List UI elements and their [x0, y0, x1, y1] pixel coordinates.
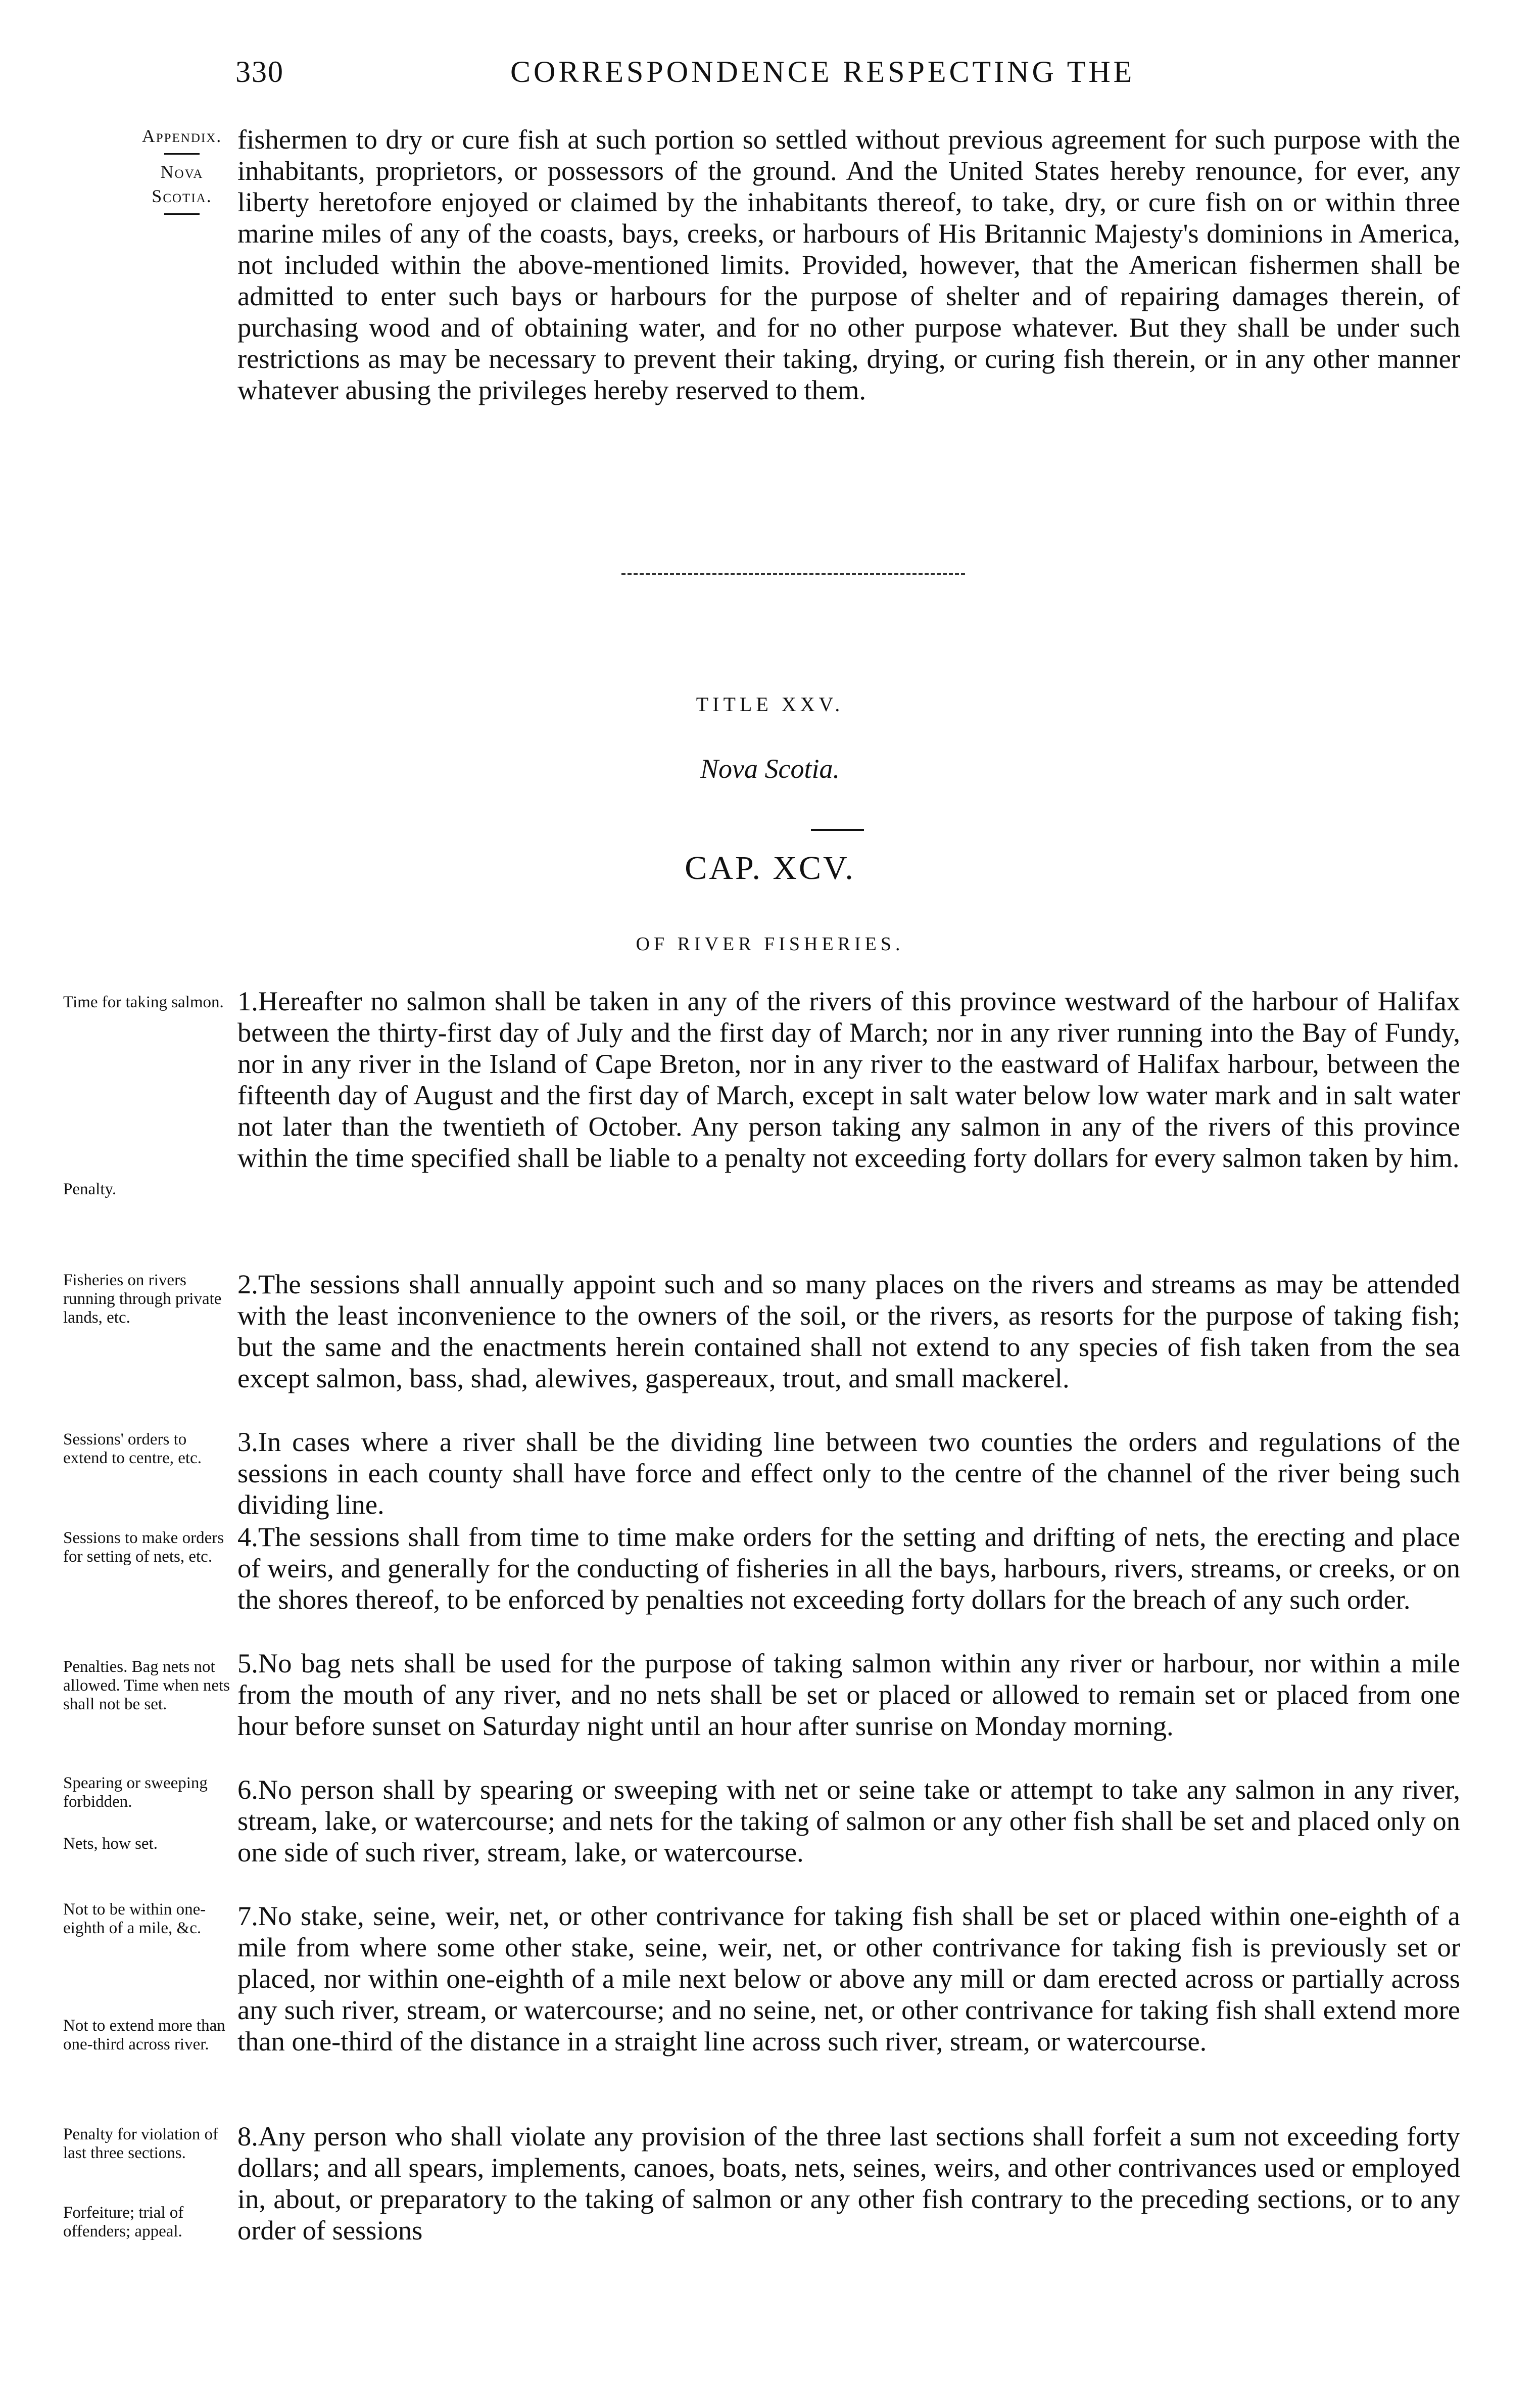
section-number: 2. [237, 1269, 258, 1299]
section-text: No bag nets shall be used for the purpose of taking salmon within any river or harbour, nor within a mile from the mouth of any river, and no nets shall be set or placed or allowed to remain set or placed from one hour before sunset on Saturday night until an hour after sunrise on Monday morning. [237, 1648, 1460, 1741]
section-text: No stake, seine, weir, net, or other contrivance for taking fish shall be set or placed within one-eighth of a mile from where some other stake, seine, weir, net, or other contrivance for taking fish is previously set or placed, nor within one-eighth of a mile next below or above any mill or dam erected across or partially across any such river, stream, or watercourse; and no seine, net, or other contrivance for taking fish shall extend more than one-third of the distance in a straight line across such river, stream, or watercourse. [237, 1900, 1460, 2057]
section-text: The sessions shall from time to time make orders for the setting and drifting of nets, the erecting and place of weirs, and generally for the conducting of fisheries in all the bays, harbours, rivers, streams, or creeks, or on the shores thereof, to be enforced by penalties not exceeding forty dollars for the breach of any such order. [237, 1521, 1460, 1615]
running-head: CORRESPONDENCE RESPECTING THE [510, 55, 1135, 88]
section-2 [237, 1269, 1460, 1394]
margin-note: Penalty. [63, 1180, 117, 1198]
margin-note: Penalty for violation of last three sections. [63, 2125, 219, 2162]
section-text: No person shall by spearing or sweeping with net or seine take or attempt to take any salmon in any river, stream, lake, or watercourse; and nets for the taking of salmon or any other fish shall be set and placed only on one side of such river, stream, lake, or watercourse. [237, 1774, 1460, 1867]
appendix-marker [134, 124, 230, 220]
section-number: 1. [237, 986, 258, 1016]
margin-note: Nets, how set. [63, 1835, 158, 1853]
margin-note: Forfeiture; trial of offenders; appeal. [63, 2204, 184, 2240]
margin-note: Sessions' orders to extend to centre, etc. [63, 1430, 202, 1467]
appendix-rule-bottom [164, 213, 200, 215]
section-divider [621, 573, 965, 577]
section-4 [237, 1521, 1460, 1615]
section-3 [237, 1426, 1460, 1520]
margin-note: Sessions to make orders for setting of nets, etc. [63, 1529, 224, 1566]
title-rule [811, 829, 864, 831]
page-header [0, 55, 1540, 100]
section-5 [237, 1648, 1460, 1742]
appendix-rule [164, 153, 200, 155]
margin-note: Penalties. Bag nets not allowed. Time when nets shall not be set. [63, 1658, 230, 1713]
title-heading: TITLE XXV. [696, 693, 844, 716]
section-text: Hereafter no salmon shall be taken in any of the rivers of this province westward of the harbour of Halifax between the thirty-first day of July and the first day of March; nor in any river running into the Bay of Fundy, nor in any river in the Island of Cape Breton, nor in any river to the eastward of Halifax harbour, between the fifteenth day of August and the first day of March, except in salt water below low water mark and in salt water not later than the twentieth of October. Any person taking any salmon in any of the rivers of this province within the time specified shall be liable to a penalty not exceeding forty dollars for every salmon taken by him. [237, 986, 1460, 1173]
margin-note: Not to be within one-eighth of a mile, &c. [63, 1900, 206, 1937]
intro-paragraph: fishermen to dry or cure fish at such portion so settled without previous agreement for such purpose with the inhabitants, proprietors, or possessors of the ground. And the United States hereby renounce, for ever, any liberty heretofore enjoyed or claimed by the inhabitants thereof, to take, dry, or cure fish on or within three marine miles of any of the coasts, bays, creeks, or harbours of His Britannic Majesty's dominions in America, not included within the above-mentioned limits. Provided, however, that the American fishermen shall be admitted to enter such bays or harbours for the purpose of shelter and of repairing damages therein, of purchasing wood and of obtaining water, and for no other purpose whatever. But they shall be under such restrictions as may be necessary to prevent their taking, drying, or curing fish therein, or in any other manner whatever abusing the privileges hereby reserved to them. [237, 124, 1460, 405]
section-7 [237, 1900, 1460, 2057]
section-number: 6. [237, 1774, 258, 1805]
title-subheading: Nova Scotia. [700, 754, 840, 784]
section-1 [237, 986, 1460, 1174]
scotia-label: Scotia. [152, 186, 212, 206]
margin-note: Not to extend more than one-third across river. [63, 2017, 225, 2053]
section-number: 7. [237, 1900, 258, 1931]
chapter-heading: CAP. XCV. [685, 850, 855, 886]
margin-note: Fisheries on rivers running through private lands, etc. [63, 1271, 222, 1327]
section-text: Any person who shall violate any provision of the three last sections shall forfeit a sum not exceeding forty dollars; and all spears, implements, canoes, boats, nets, seines, weirs, and other contrivances used or employed in, about, or preparatory to the taking of salmon or any other fish contrary to the preceding sections, or to any order of sessions [237, 2121, 1460, 2246]
section-8 [237, 2121, 1460, 2246]
appendix-label: Appendix. [141, 126, 222, 146]
margin-note: Time for taking salmon. [63, 993, 224, 1011]
section-number: 8. [237, 2121, 258, 2152]
section-6 [237, 1774, 1460, 1868]
chapter-subheading: OF RIVER FISHERIES. [636, 933, 904, 955]
nova-label: Nova [160, 162, 204, 182]
section-text: In cases where a river shall be the dividing line between two counties the orders and regulations of the sessions in each county shall have force and effect only to the centre of the channel of the river being such dividing line. [237, 1426, 1460, 1520]
section-number: 5. [237, 1648, 258, 1678]
section-number: 4. [237, 1521, 258, 1552]
section-text: The sessions shall annually appoint such and so many places on the rivers and streams as may be attended with the least inconvenience to the owners of the soil, or the rivers, as resorts for the purpose of taking fish; but the same and the enactments herein contained shall not extend to any species of fish taken from the sea except salmon, bass, shad, alewives, gaspereaux, trout, and small mackerel. [237, 1269, 1460, 1393]
margin-note: Spearing or sweeping forbidden. [63, 1774, 208, 1811]
section-number: 3. [237, 1426, 258, 1457]
page-number: 330 [235, 55, 284, 88]
